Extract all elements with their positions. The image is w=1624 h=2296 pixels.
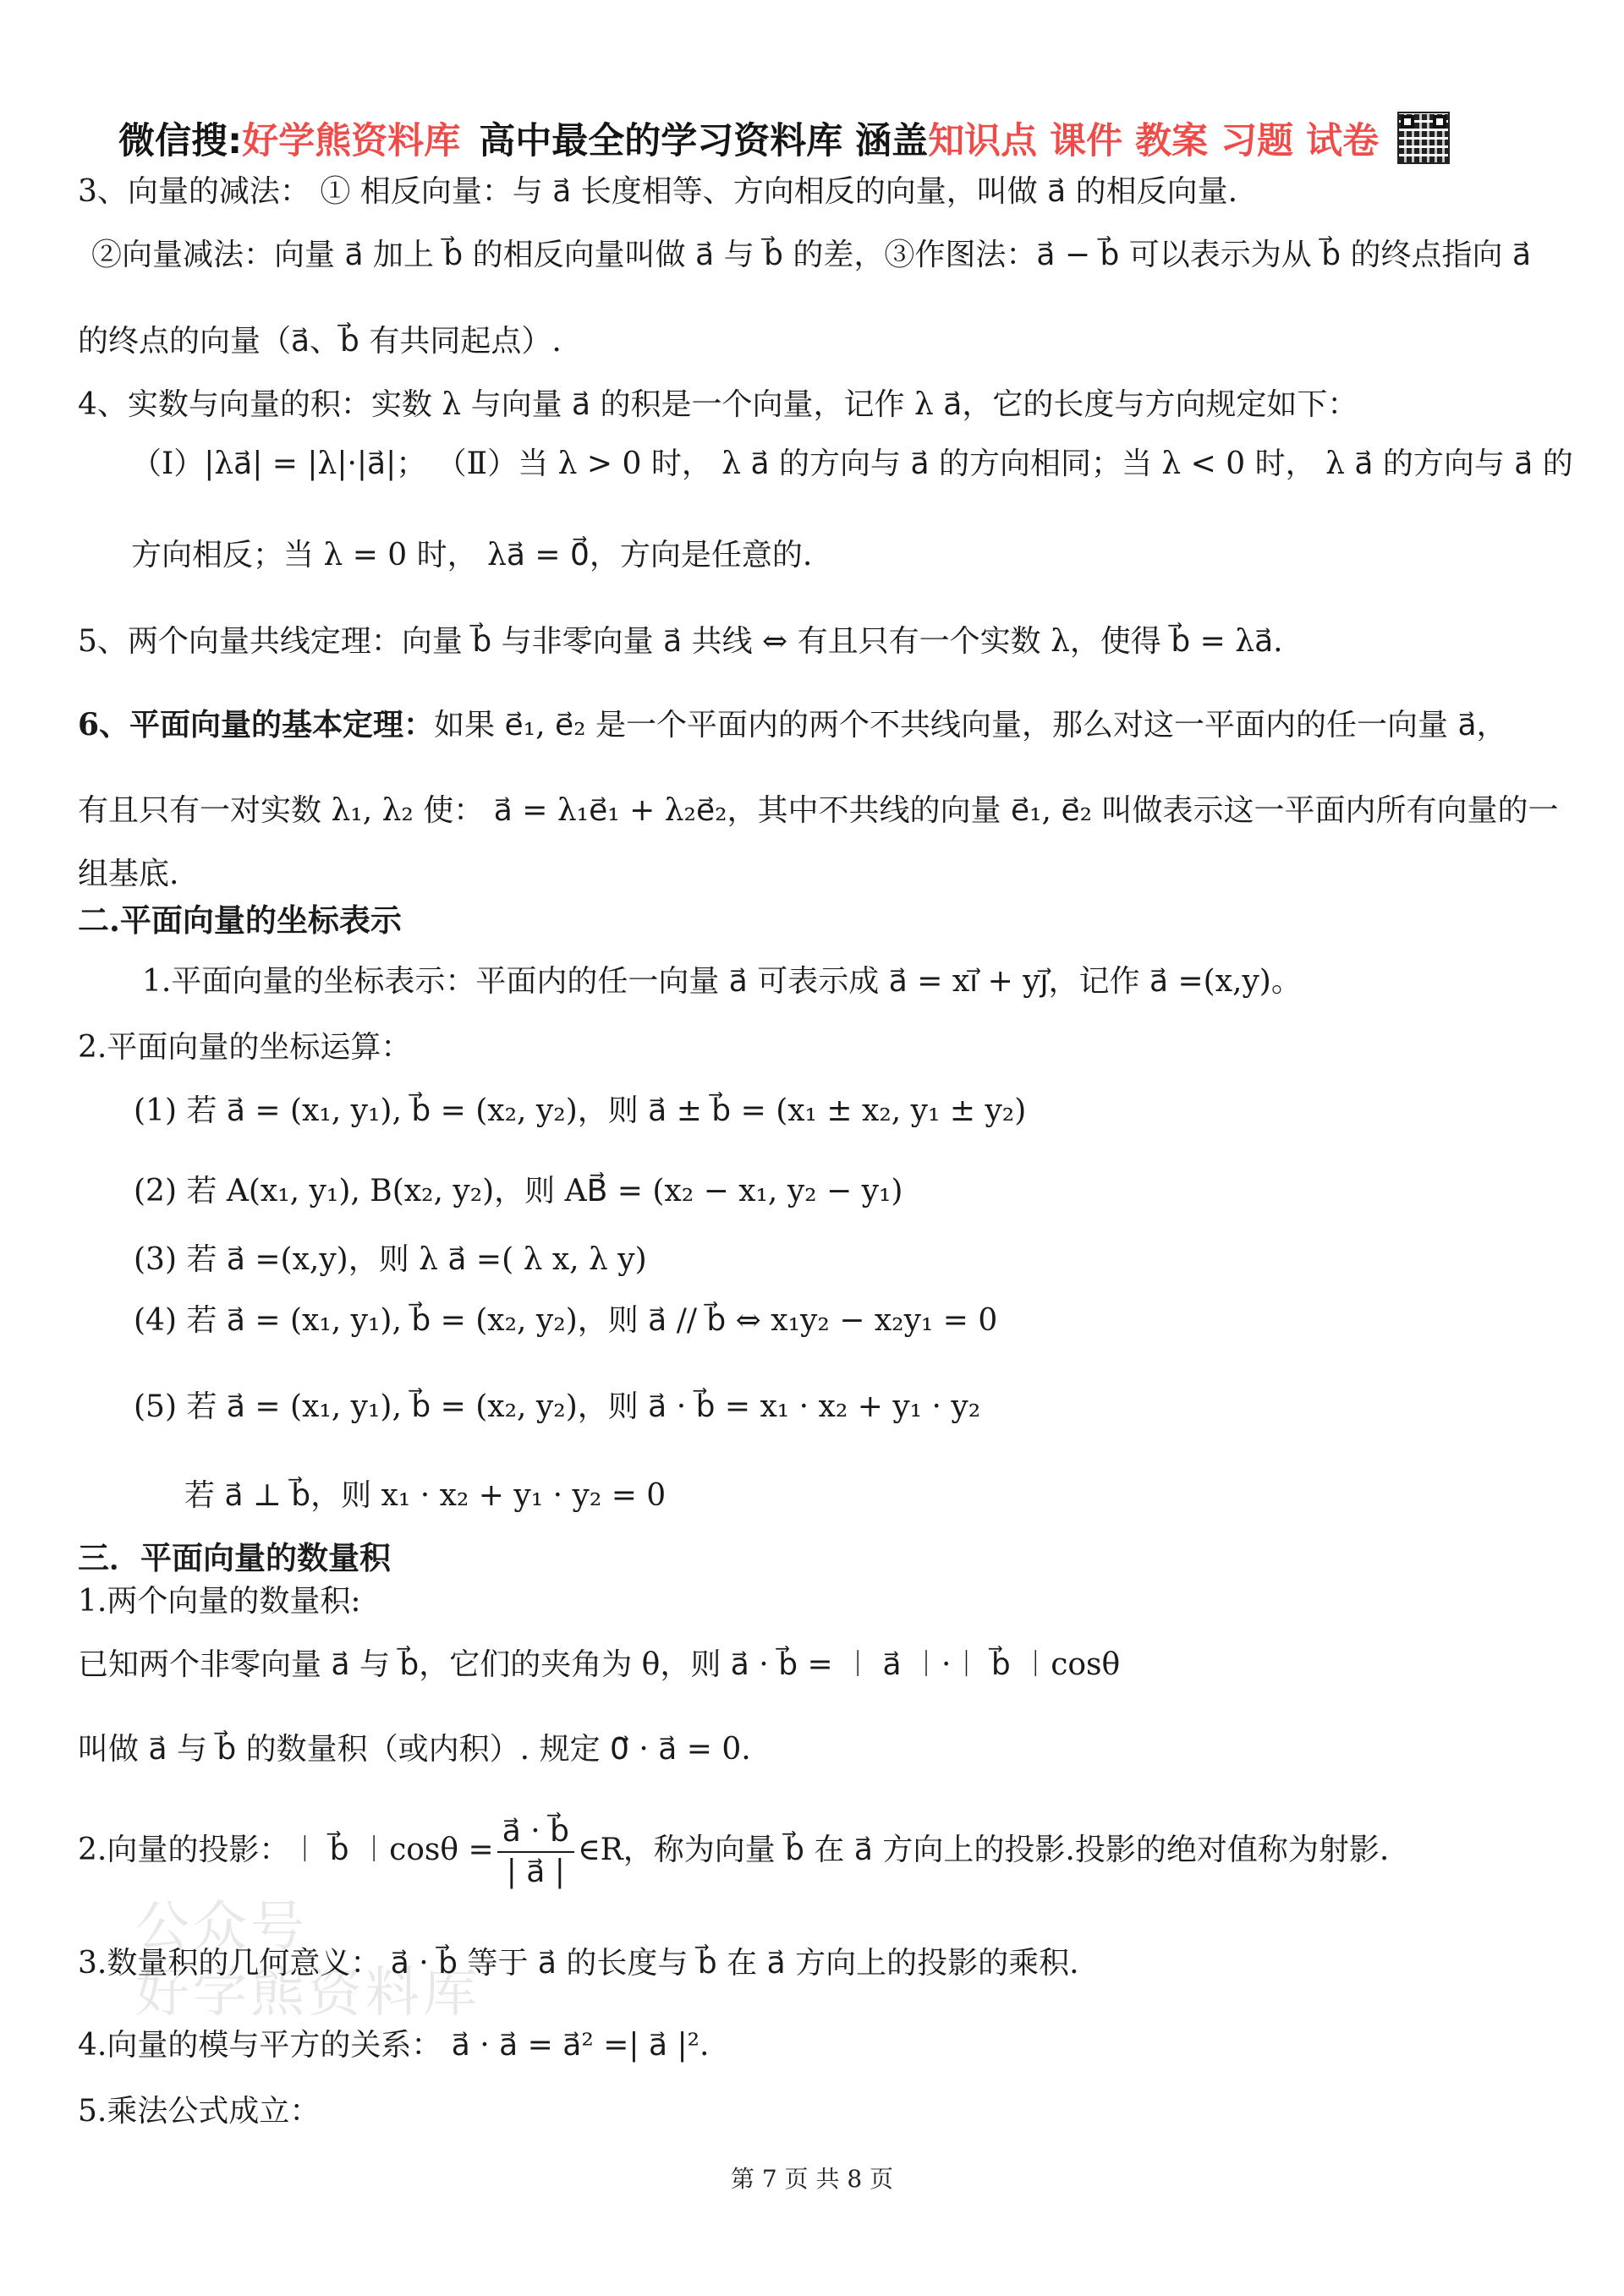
formula-item: 若 a⃗ ⊥ b⃗，则 x₁ · x₂ + y₁ · y₂ = 0 — [184, 1478, 667, 1513]
text-line: 2.平面向量的坐标运算： — [78, 1030, 412, 1065]
text-line: 的终点的向量（a⃗、b⃗ 有共同起点）. — [78, 324, 562, 359]
text-line: 5、两个向量共线定理：向量 b⃗ 与非零向量 a⃗ 共线 ⇔ 有且只有一个实数 λ，使得 b⃗ = λa⃗. — [78, 624, 1283, 659]
projection-label: 2.向量的投影：︱ b⃗ ︱cosθ = — [78, 1833, 494, 1867]
fraction-numerator: a⃗ · b⃗ — [497, 1812, 574, 1853]
text-line: 5.乘法公式成立： — [78, 2094, 321, 2129]
text-line: 4.向量的模与平方的关系： a⃗ · a⃗ = a⃗² =| a⃗ |². — [78, 2028, 710, 2063]
section-heading: 二.平面向量的坐标表示 — [78, 901, 402, 939]
text-line: 已知两个非零向量 a⃗ 与 b⃗，它们的夹角为 θ，则 a⃗ · b⃗ = ︱ a⃗ ︱·︱ b⃗ ︱cosθ — [78, 1647, 1121, 1682]
text-line — [78, 704, 1566, 746]
text-line: ②向量减法：向量 a⃗ 加上 b⃗ 的相反向量叫做 a⃗ 与 b⃗ 的差，③作图法：a⃗ − b⃗ 可以表示为从 b⃗ 的终点指向 a⃗ — [91, 238, 1532, 272]
fraction-denominator: | a⃗ | — [506, 1855, 565, 1889]
theorem-text: 如果 e⃗₁, e⃗₂ 是一个平面内的两个不共线向量，那么对这一平面内的任一向量 a⃗， — [434, 708, 1507, 743]
header-banner — [118, 108, 1522, 167]
projection-text: ∈R，称为向量 b⃗ 在 a⃗ 方向上的投影.投影的绝对值称为射影. — [577, 1833, 1390, 1867]
text-line: 3、向量的减法： ① 相反向量：与 a⃗ 长度相等、方向相反的向量，叫做 a⃗ 的相反向量. — [78, 174, 1238, 209]
text-line: 1.两个向量的数量积: — [78, 1584, 361, 1619]
banner-text-topics: 知识点 课件 教案 习题 试卷 — [928, 119, 1380, 162]
text-line: 方向相反；当 λ = 0 时， λa⃗ = 0⃗，方向是任意的. — [131, 538, 813, 573]
text-line: 1.平面向量的坐标表示：平面内的任一向量 a⃗ 可表示成 a⃗ = xi⃗ + yj⃗，记作 a⃗ =(x,y)。 — [142, 964, 1302, 999]
page-footer: 第 7 页 共 8 页 — [730, 2165, 894, 2193]
banner-text-desc: 高中最全的学习资料库 涵盖 — [479, 119, 929, 162]
text-line: 3.数量积的几何意义： a⃗ · b⃗ 等于 a⃗ 的长度与 b⃗ 在 a⃗ 方向上的投影的乘积. — [78, 1946, 1079, 1981]
text-line: 叫做 a⃗ 与 b⃗ 的数量积（或内积）. 规定 0⃗ · a⃗ = 0. — [78, 1732, 751, 1767]
projection-line — [78, 1810, 1566, 1892]
theorem-title: 6、平面向量的基本定理： — [78, 707, 435, 743]
watermark-line-2: 好学熊资料库 — [135, 1962, 480, 2025]
banner-text-brand: 好学熊资料库 — [242, 119, 461, 162]
banner-text-wechat: 微信搜: — [118, 119, 243, 162]
text-line: 有且只有一对实数 λ₁, λ₂ 使： a⃗ = λ₁e⃗₁ + λ₂e⃗₂，其中不共线的向量 e⃗₁, e⃗₂ 叫做表示这一平面内所有向量的一 — [78, 793, 1559, 828]
text-line: 组基底. — [78, 857, 179, 891]
formula-item: (4) 若 a⃗ = (x₁, y₁), b⃗ = (x₂, y₂)，则 a⃗ // b⃗ ⇔ x₁y₂ − x₂y₁ = 0 — [134, 1303, 998, 1338]
fraction — [497, 1812, 574, 1892]
section-heading: 三．平面向量的数量积 — [78, 1539, 391, 1576]
text-line: 4、实数与向量的积：实数 λ 与向量 a⃗ 的积是一个向量，记作 λ a⃗，它的长度与方向规定如下： — [78, 387, 1358, 422]
formula-item: (1) 若 a⃗ = (x₁, y₁), b⃗ = (x₂, y₂)，则 a⃗ ± b⃗ = (x₁ ± x₂, y₁ ± y₂) — [134, 1093, 1027, 1128]
formula-item: (5) 若 a⃗ = (x₁, y₁), b⃗ = (x₂, y₂)，则 a⃗ · b⃗ = x₁ · x₂ + y₁ · y₂ — [134, 1389, 981, 1424]
qr-code-icon — [1397, 112, 1450, 164]
watermark-line-1: 公众号 — [135, 1896, 308, 1959]
formula-item: (3) 若 a⃗ =(x,y)，则 λ a⃗ =( λ x, λ y) — [134, 1242, 647, 1277]
formula-item: (2) 若 A(x₁, y₁), B(x₂, y₂)，则 AB⃗ = (x₂ − x₁, y₂ − y₁) — [134, 1174, 903, 1208]
text-line: （Ⅰ）|λa⃗| = |λ|·|a⃗|； （Ⅱ）当 λ > 0 时， λ a⃗ 的方向与 a⃗ 的方向相同；当 λ < 0 时， λ a⃗ 的方向与 a⃗ 的 — [131, 447, 1573, 481]
